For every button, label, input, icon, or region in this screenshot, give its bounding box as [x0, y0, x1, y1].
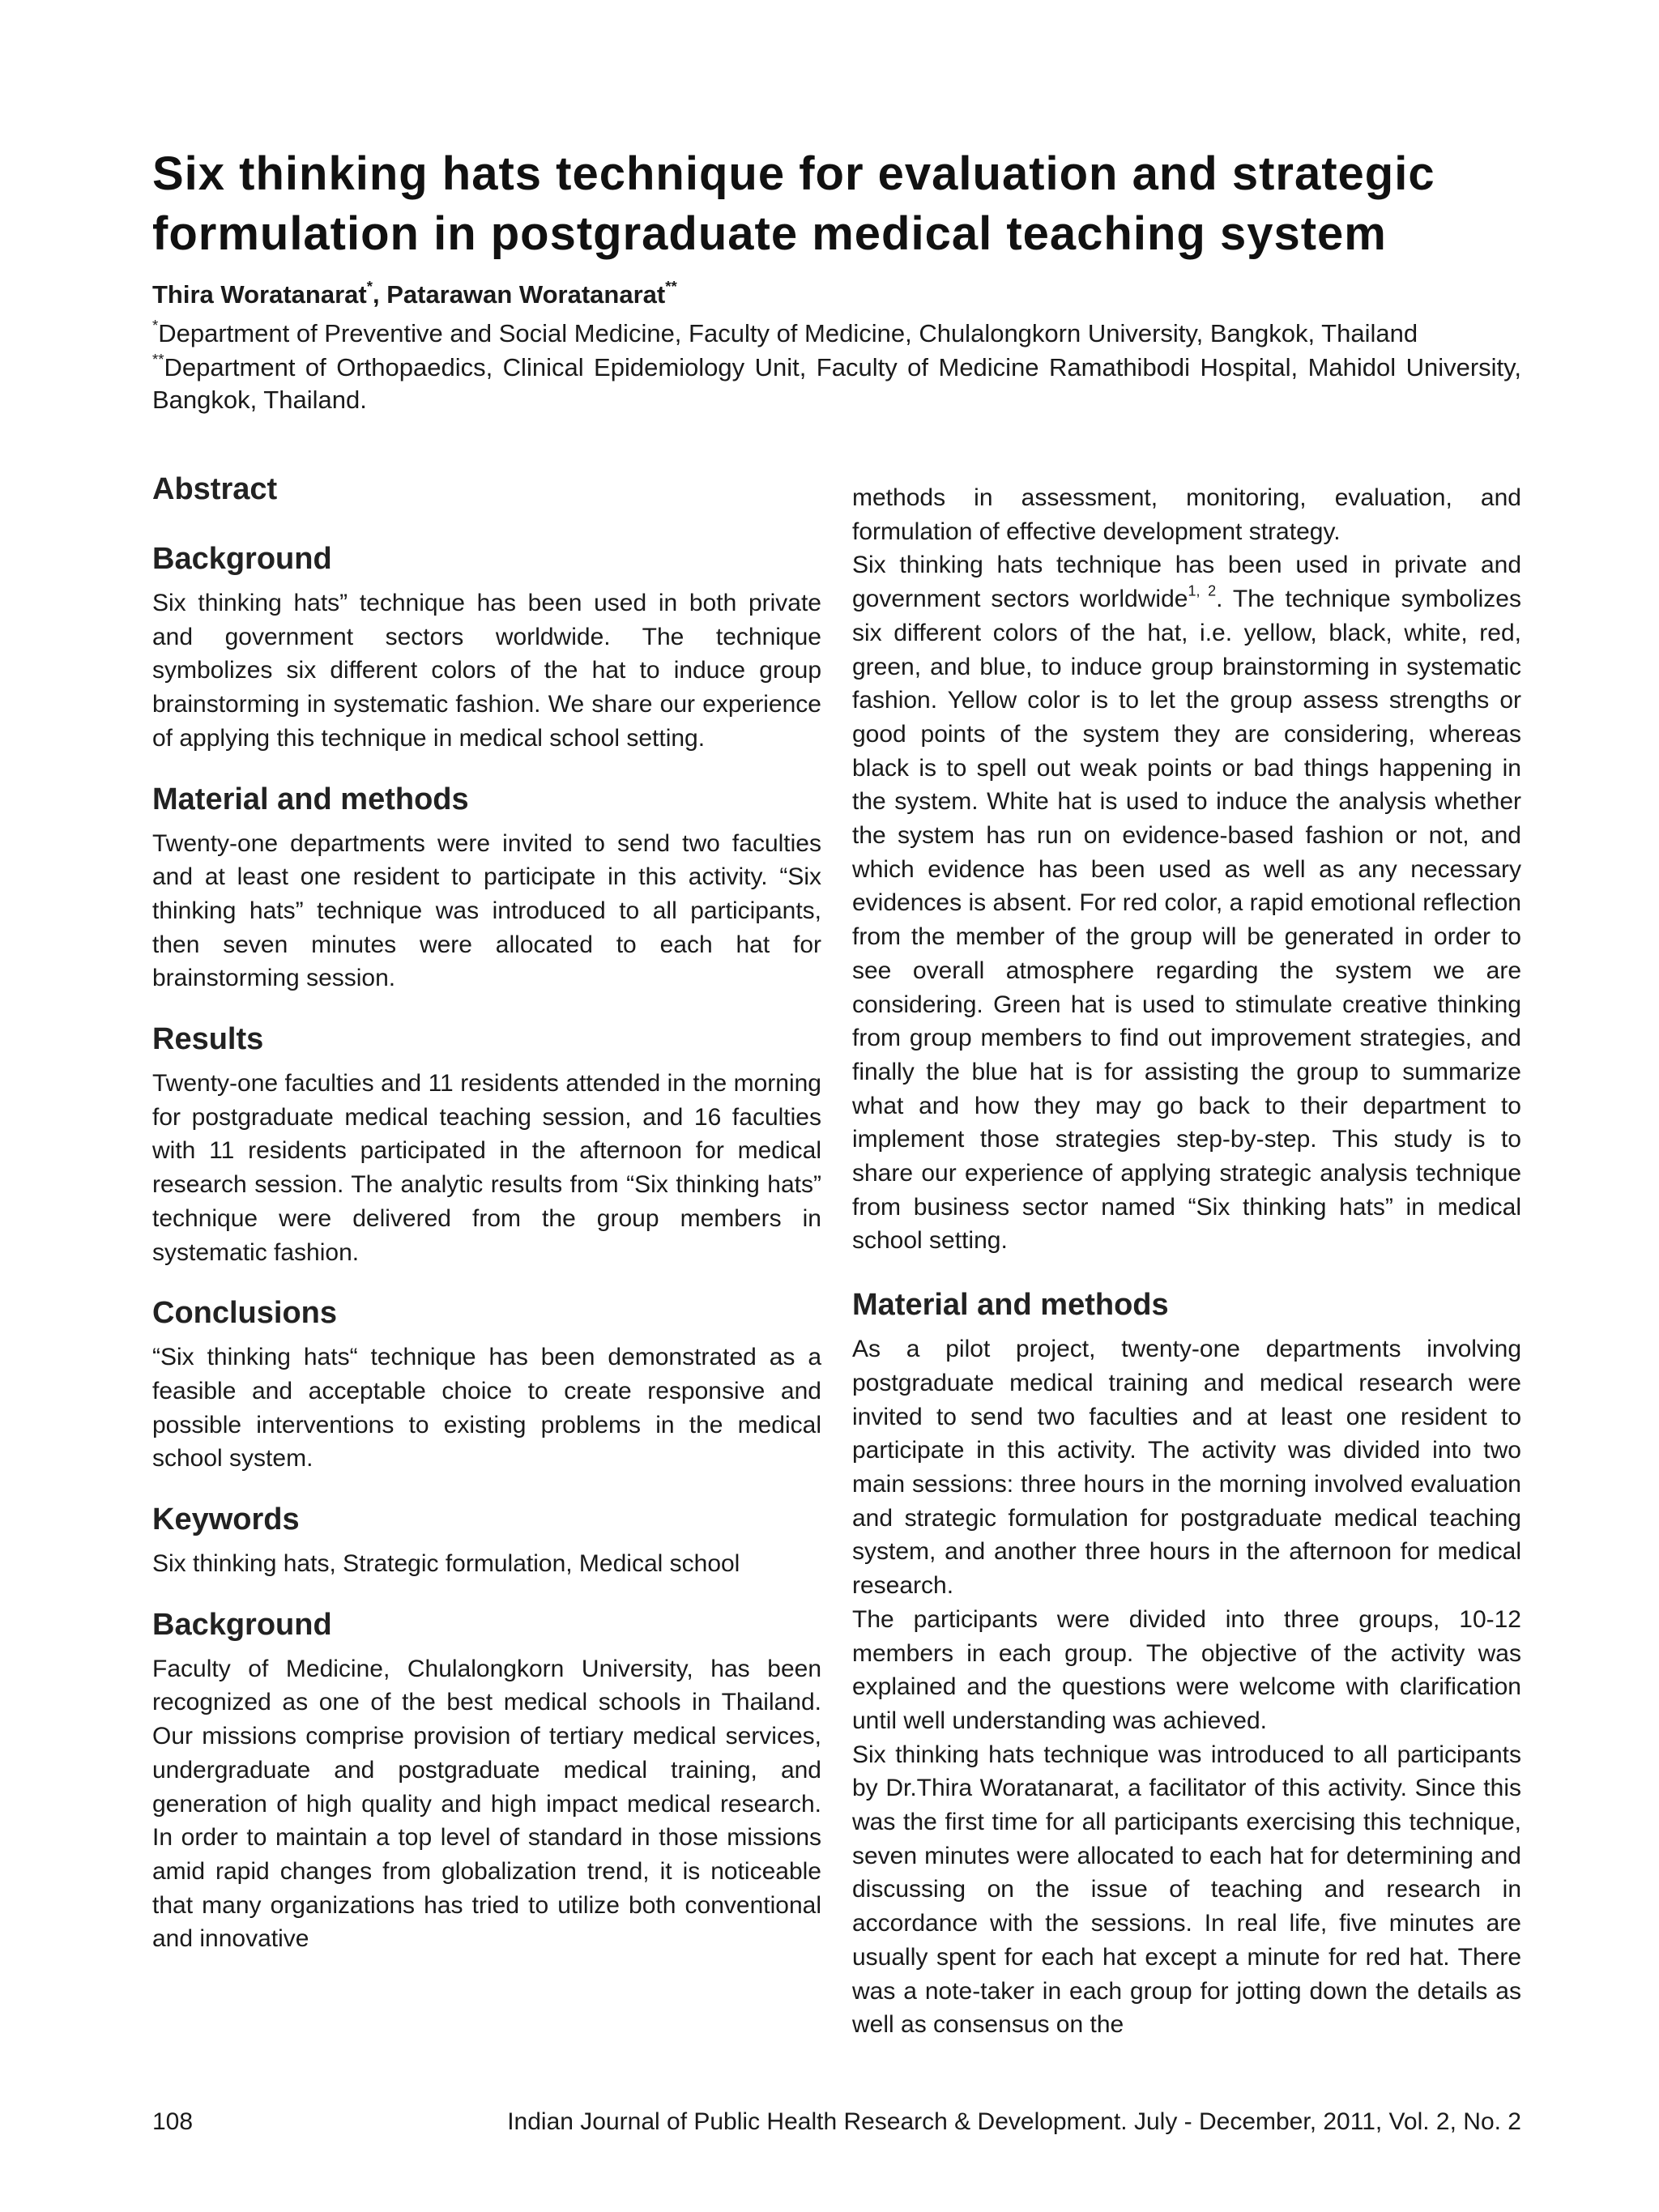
- abstract-results-text: Twenty-one faculties and 11 residents attended in the morning for postgraduate medical teaching session, and 16 faculties with 11 residents participated in the afternoon for medical research session. The analytic results from “Six thinking hats” technique were delivered from the group members in systematic fashion.: [152, 1070, 821, 1266]
- affiliation: [152, 352, 1521, 416]
- affiliation-mark: *: [152, 317, 159, 335]
- left-column: [152, 470, 821, 1956]
- affiliation: [152, 318, 1521, 350]
- methods-heading: Material and methods: [852, 1288, 1169, 1323]
- affiliation-mark: **: [152, 351, 164, 369]
- abstract-methods-text: Twenty-one departments were invited to send two faculties and at least one resident to participate in this activity. “Six thinking hats” technique was introduced to all participants, then seven minutes were allocated to each hat for brainstorming session.: [152, 829, 821, 992]
- journal-citation: Indian Journal of Public Health Research & Development. July - December, 2011, Vol. 2, No. 2: [507, 2108, 1521, 2135]
- affiliation-text: Department of Preventive and Social Medicine, Faculty of Medicine, Chulalongkorn University, Bangkok, Thailand: [158, 319, 1418, 347]
- methods-paragraph: The participants were divided into three groups, 10-12 members in each group. The objective of the activity was explained and the questions were welcome with clarification until well understanding was achieved.: [852, 1605, 1521, 1734]
- methods-paragraph: Six thinking hats technique was introduced to all participants by Dr.Thira Woratanarat, a facilitator of this activity. Since this was the first time for all participants exercising this technique, seven minutes were allocated to each hat for determining and discussing on the issue of teaching and research in accordance with the sessions. In real life, five minutes are usually spent for each hat except a minute for red hat. There was a note-taker in each group for jotting down the details as well as consensus on the: [852, 1741, 1521, 2039]
- citation-references: 1, 2: [1188, 582, 1217, 599]
- page-number: 108: [152, 2108, 194, 2135]
- background-text: Six thinking hats technique has been used in private and government sectors worldwide: [852, 552, 1521, 613]
- background-text: . The technique symbolizes six different colors of the hat, i.e. yellow, black, white, red, green, and blue, to induce group brainstorming in systematic fashion. Yellow color is to let the group assess strengths or good points of the system they are considering, whereas black is to spell out weak points or bad things happening in the system. White hat is used to induce the analysis whether the system has run on evidence-based fashion or not, and which evidence has been used as well as any necessary evidences is absent. For red color, a rapid emotional reflection from the member of the group will be generated in order to see overall atmosphere regarding the system we are considering. Green hat is used to stimulate creative thinking from group members to find out improvement strategies, and finally the blue hat is for assisting the group to summarize what and how they may go back to their department to implement those strategies step-by-step. This study is to share our experience of applying strategic analysis technique from business sector named “Six thinking hats” in medical school setting.: [852, 586, 1521, 1255]
- abstract-heading: Abstract: [152, 472, 278, 506]
- abstract-conclusions-heading: Conclusions: [152, 1296, 338, 1331]
- author-list: [152, 279, 1521, 311]
- author-affiliation-mark: *: [366, 278, 373, 296]
- abstract-results-heading: Results: [152, 1022, 264, 1057]
- affiliation-text: Department of Orthopaedics, Clinical Epidemiology Unit, Faculty of Medicine Ramathibodi Hospital, Mahidol University, Bangkok, Thailand.: [152, 353, 1521, 414]
- abstract-background-text: Six thinking hats” technique has been used in both private and government sectors worldwide. The technique symbolizes six different colors of the hat to induce group brainstorming in systematic fashion. We share our experience of applying this technique in medical school setting.: [152, 590, 821, 752]
- background-paragraph: [852, 548, 1521, 1258]
- keywords-text: Six thinking hats, Strategic formulation, Medical school: [152, 1550, 740, 1578]
- background-paragraph-continued: methods in assessment, monitoring, evaluation, and formulation of effective development strategy.: [852, 484, 1521, 545]
- author-separator: ,: [372, 280, 387, 309]
- abstract-background-heading: Background: [152, 542, 332, 576]
- author-name: Patarawan Woratanarat: [386, 280, 666, 309]
- keywords-heading: Keywords: [152, 1502, 300, 1537]
- paper-title: Six thinking hats technique for evaluation and strategic formulation in postgraduate medical teaching system: [152, 147, 1435, 260]
- right-column: [852, 481, 1521, 2042]
- background-paragraph: Faculty of Medicine, Chulalongkorn University, has been recognized as one of the best medical schools in Thailand. Our missions comprise provision of tertiary medical services, undergraduate and postgraduate medical training, and generation of high quality and high impact medical research. In order to maintain a top level of standard in those missions amid rapid changes from globalization trend, it is noticeable that many organizations has tried to utilize both conventional and innovative: [152, 1655, 821, 1953]
- methods-paragraph: As a pilot project, twenty-one departments involving postgraduate medical training and medical research were invited to send two faculties and at least one resident to participate in this activity. The activity was divided into two main sessions: three hours in the morning involved evaluation and strategic formulation for postgraduate medical teaching system, and another three hours in the afternoon for medical research.: [852, 1336, 1521, 1600]
- author-affiliation-mark: **: [665, 278, 677, 296]
- abstract-methods-heading: Material and methods: [152, 782, 469, 816]
- background-heading: Background: [152, 1607, 332, 1642]
- abstract-conclusions-text: “Six thinking hats“ technique has been demonstrated as a feasible and acceptable choice to create responsive and possible interventions to existing problems in the medical school system.: [152, 1344, 821, 1473]
- author-name: Thira Woratanarat: [152, 280, 367, 309]
